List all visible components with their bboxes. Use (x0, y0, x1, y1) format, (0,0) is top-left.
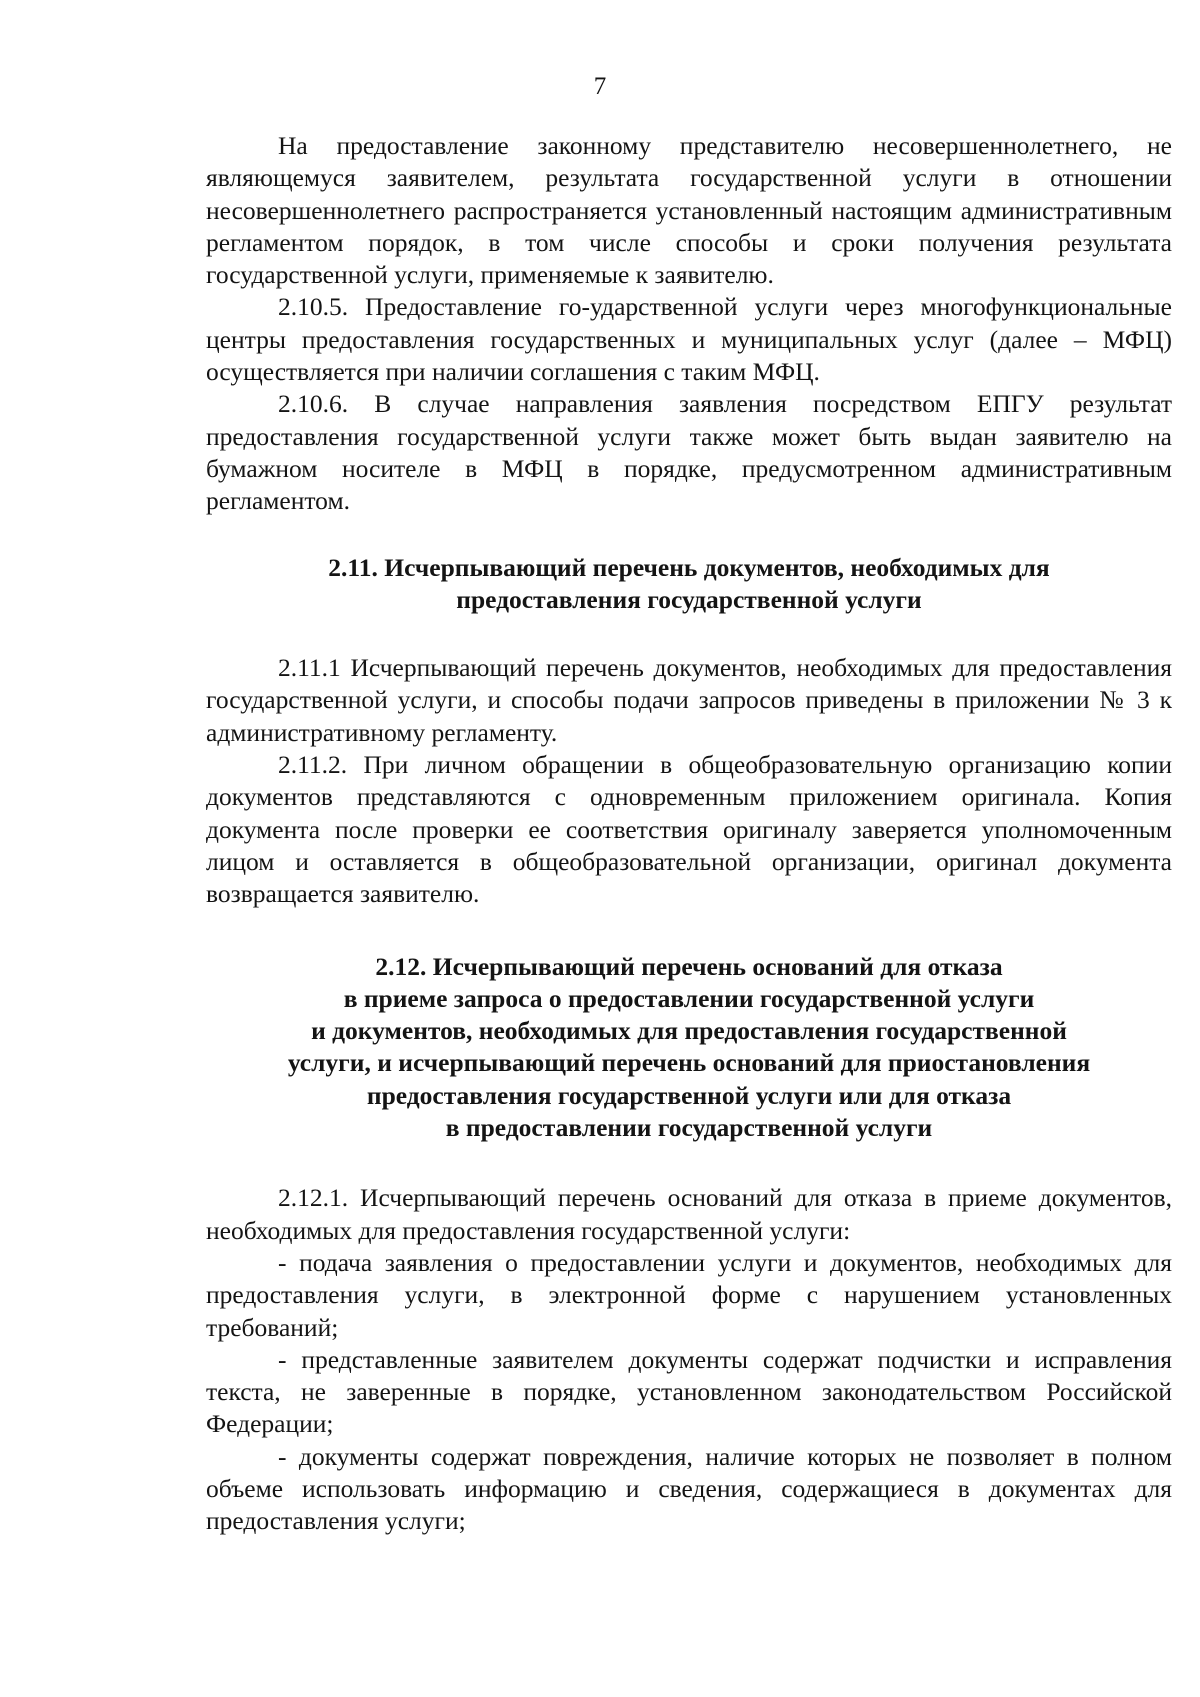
list-item-damage: - документы содержат повреждения, наличие которых не позволяет в полном объеме использовать информацию и сведения, содержащиеся в документах для предоставления услуги; (206, 1441, 1172, 1536)
paragraph-2-11-2: 2.11.2. При личном обращении в общеобразовательную организацию копии документов представляются с одновременным приложением оригинала. Копия документа после проверки ее соответствия оригиналу заверяется уполномоченным лицом и оставляется в общеобразовательной организации, оригинал документа возвращается заявителю. (206, 750, 1172, 909)
paragraph-2-10-5: 2.10.5. Предоставление го-ударственной услуги через многофункциональные центры предоставления государственных и муниципальных услуг (далее – МФЦ) осуществляется при наличии соглашения с таким МФЦ. (206, 292, 1172, 387)
section-heading-2-11 (206, 552, 1172, 617)
spacer (206, 911, 1172, 951)
heading-line: услуги, и исчерпывающий перечень оснований для приостановления (287, 1048, 1091, 1078)
heading-line: в приеме запроса о предоставлении государственной услуги (343, 983, 1035, 1013)
page-number: 7 (593, 73, 607, 100)
heading-line: предоставления государственной услуги (456, 584, 922, 614)
paragraph-2-12-1: 2.12.1. Исчерпывающий перечень оснований для отказа в приеме документов, необходимых для предоставления государственной услуги: (206, 1183, 1172, 1245)
document-body (206, 130, 1172, 1538)
list-item-corrections: - представленные заявителем документы содержат подчистки и исправления текста, не заверенные в порядке, установленном законодательством Российской Федерации; (206, 1344, 1172, 1439)
heading-line: 2.12. Исчерпывающий перечень оснований для отказа (375, 951, 1003, 981)
list-item-electronic-form: - подача заявления о предоставлении услуги и документов, необходимых для предоставления услуги, в электронной форме с нарушением установленных требований; (206, 1247, 1172, 1342)
heading-line: и документов, необходимых для предоставления государственной (311, 1016, 1067, 1046)
spacer (206, 518, 1172, 552)
paragraph-legal-representative: На предоставление законному представителю несовершеннолетнего, не являющемуся заявителем, результата государственной услуги в отношении несовершеннолетнего распространяется установленный настоящим административным регламентом порядок, в том числе способы и сроки получения результата государственной услуги, применяемые к заявителю. (206, 131, 1172, 290)
paragraph-2-11-1: 2.11.1 Исчерпывающий перечень документов, необходимых для предоставления государственной услуги, и способы подачи запросов приведены в приложении № 3 к административному регламенту. (206, 653, 1172, 747)
spacer (206, 1144, 1172, 1182)
spacer (206, 616, 1172, 652)
heading-line: в предоставлении государственной услуги (445, 1113, 933, 1143)
heading-line: предоставления государственной услуги или для отказа (366, 1080, 1012, 1110)
paragraph-2-10-6: 2.10.6. В случае направления заявления посредством ЕПГУ результат предоставления государственной услуги также может быть выдан заявителю на бумажном носителе в МФЦ в порядке, предусмотренном административным регламентом. (206, 389, 1172, 516)
section-heading-2-12 (206, 951, 1172, 1145)
heading-line: 2.11. Исчерпывающий перечень документов, необходимых для (328, 552, 1050, 582)
